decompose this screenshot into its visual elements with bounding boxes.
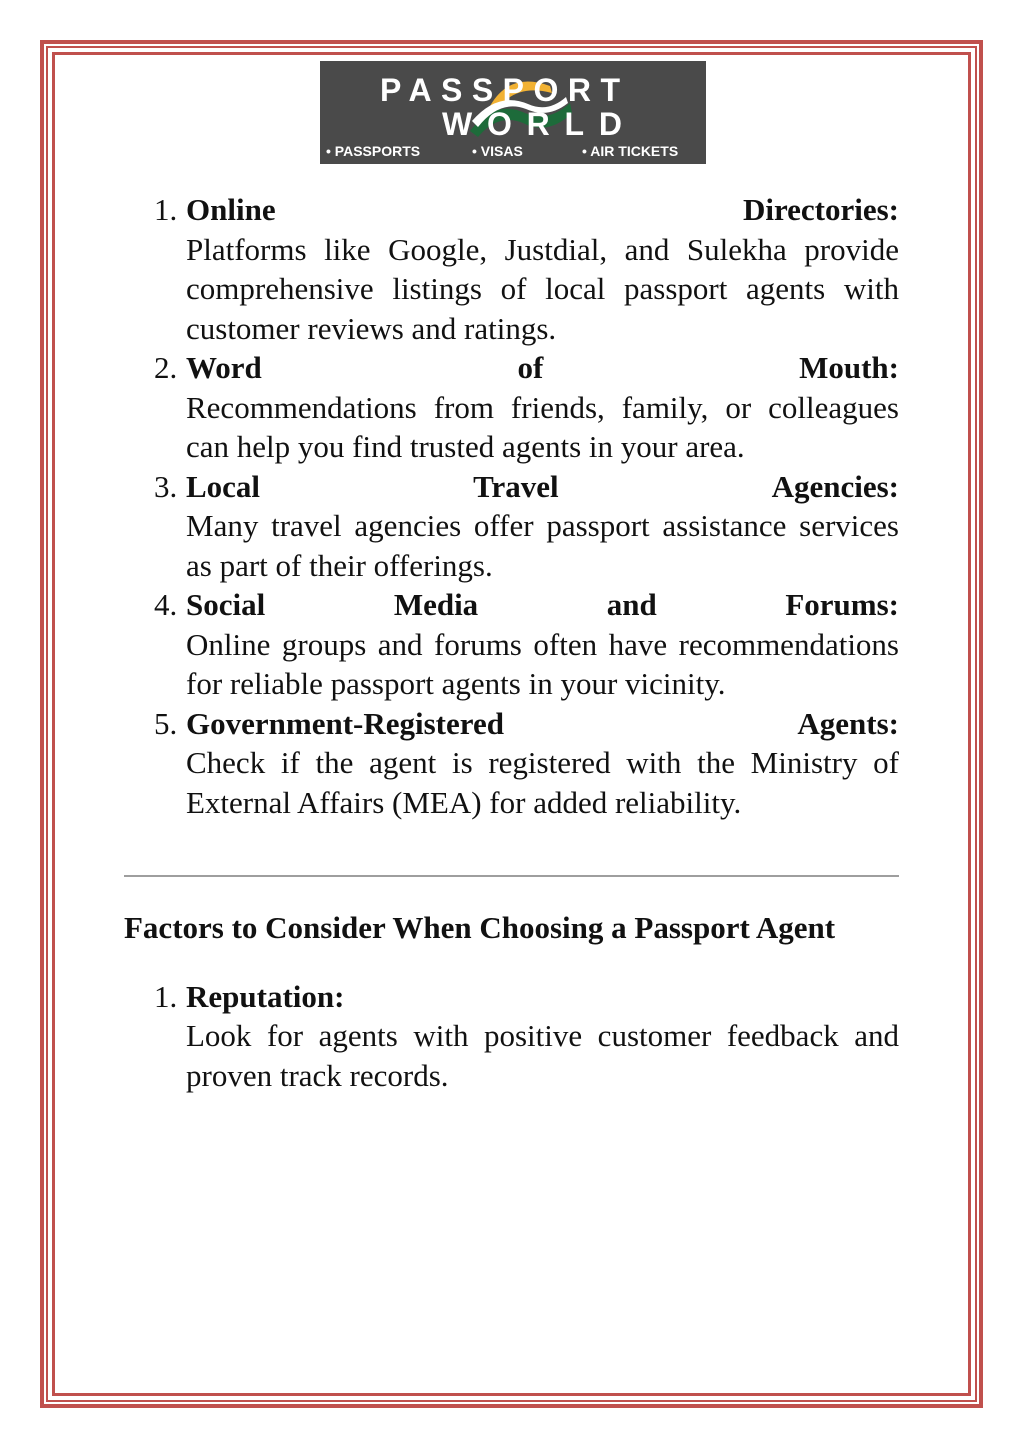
- list-item-description: Recommendations from friends, family, or colleagues can help you find trusted agents in your area.: [186, 389, 899, 464]
- list-item: [124, 467, 899, 586]
- heading-word: Word: [186, 350, 262, 385]
- list-item-heading: [186, 704, 899, 744]
- heading-word: Travel: [473, 468, 559, 504]
- list-item-heading: Reputation:: [186, 978, 345, 1014]
- list-number: 4.: [154, 587, 178, 622]
- heading-word: Agencies:: [771, 468, 899, 504]
- list-item-heading: [186, 585, 899, 625]
- logo-tag-air-tickets: • AIR TICKETS: [582, 143, 679, 159]
- list-item: [124, 585, 899, 704]
- heading-word: of: [517, 350, 544, 385]
- heading-word: Online: [186, 192, 276, 227]
- heading-word: Agents:: [797, 705, 899, 741]
- logo-tag-visas: • VISAS: [472, 143, 523, 159]
- list-item: [124, 977, 899, 1096]
- heading-word: and: [606, 587, 657, 622]
- list-item: [124, 190, 899, 348]
- logo-tag-passports: • PASSPORTS: [326, 143, 421, 159]
- list-item-description: Many travel agencies offer passport assistance services as part of their offerings.: [186, 508, 899, 583]
- section-heading: Factors to Consider When Choosing a Passport Agent: [124, 910, 836, 945]
- document-body: [124, 190, 899, 1095]
- list-number: 5.: [154, 705, 178, 741]
- passport-world-logo: [320, 61, 706, 164]
- list-item-description: Online groups and forums often have recommendations for reliable passport agents in your vicinity.: [186, 626, 899, 701]
- list-item-description: Platforms like Google, Justdial, and Sulekha provide comprehensive listings of local passport agents with customer reviews and ratings.: [186, 231, 899, 346]
- heading-word: Government-Registered: [186, 705, 504, 741]
- list-item: [124, 704, 899, 823]
- heading-word: Media: [393, 587, 479, 622]
- list-item-heading: [186, 348, 899, 388]
- heading-word: Mouth:: [799, 350, 899, 385]
- list-number: 3.: [154, 468, 178, 504]
- section-divider: [124, 875, 899, 877]
- list-item-description: Look for agents with positive customer feedback and proven track records.: [186, 1018, 899, 1093]
- list-item: [124, 348, 899, 467]
- heading-word: Forums:: [785, 587, 899, 622]
- heading-word: Directories:: [742, 192, 899, 227]
- logo-line1: PASSPORT: [380, 72, 620, 108]
- list-number: 1.: [154, 192, 178, 227]
- heading-word: Social: [186, 587, 266, 622]
- list-number: 1.: [154, 978, 178, 1014]
- logo-line2: WORLD: [442, 106, 622, 142]
- list-item-heading: [186, 467, 899, 507]
- list-number: 2.: [154, 350, 178, 385]
- heading-word: Local: [186, 468, 261, 504]
- list-item-heading: [186, 190, 899, 230]
- list-item-description: Check if the agent is registered with the Ministry of External Affairs (MEA) for added reliability.: [186, 745, 899, 820]
